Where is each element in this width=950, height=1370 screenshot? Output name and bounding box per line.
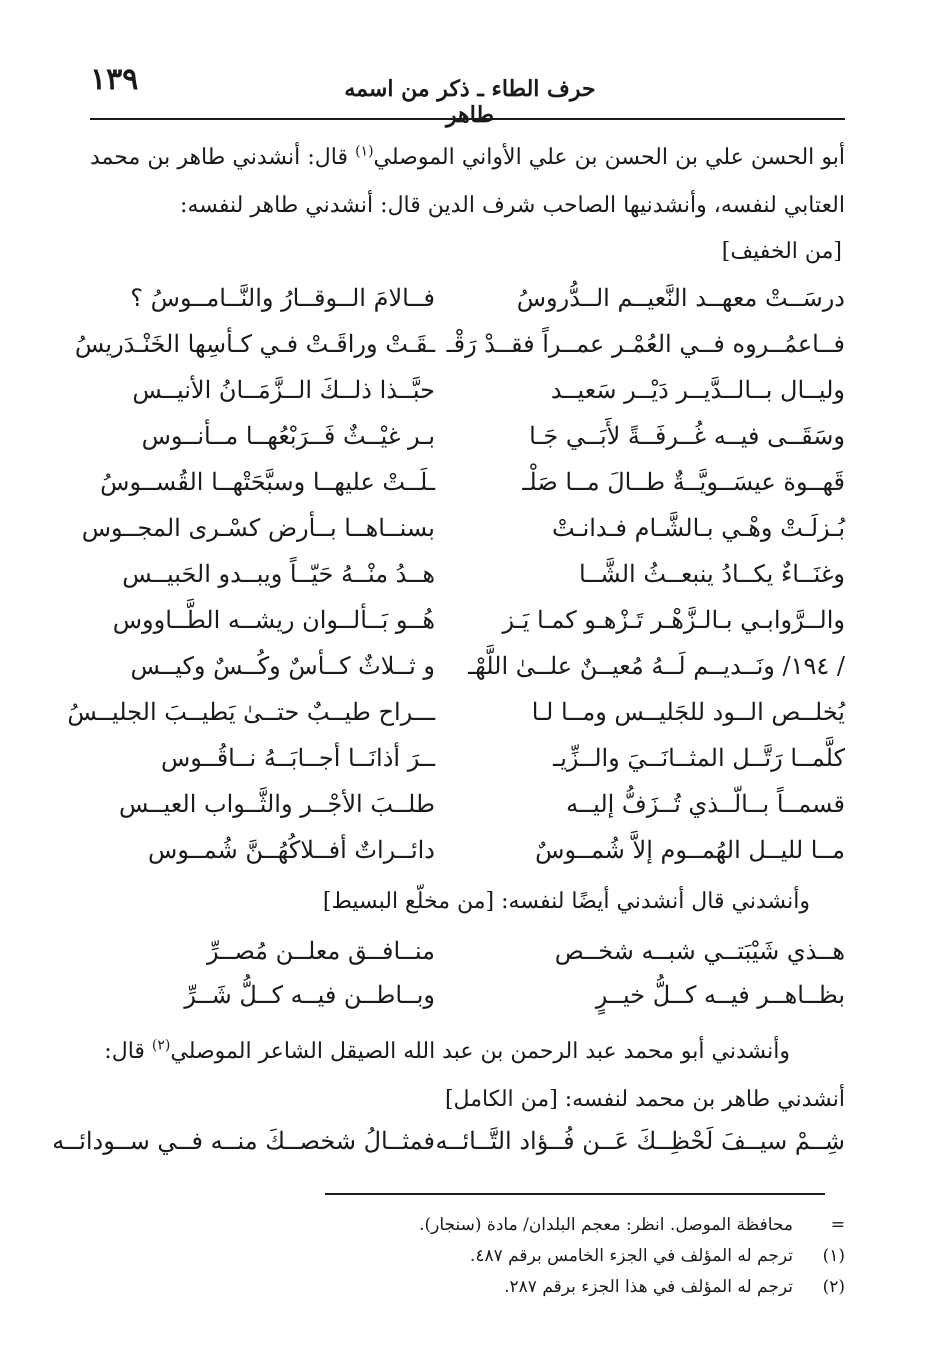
verse-second-hemistich: و ثــلاثٌ كــأسٌ وكُــسٌ وكيــس bbox=[130, 652, 435, 680]
verse-first-hemistich: والــرَّوابـي بـالـزَّهْـر تَـزْهـو كمـا يَـز bbox=[502, 606, 845, 634]
verse-first-hemistich: درسَــتْ معهــد النَّعيــم الــدُّروسُ bbox=[516, 284, 845, 312]
footnote-mark-2: (٢) bbox=[151, 1037, 171, 1054]
verse-second-hemistich: بسنــاهــا بــأرض كسْـرى المجــوس bbox=[81, 514, 435, 542]
para3-text-before-note: وأنشدني أبو محمد عبد الرحمن بن عبد الله الصيقل الشاعر الموصلي bbox=[170, 1039, 790, 1064]
verse-second-hemistich: بـر غيْــثٌ فَــرَبْعُهــا مــأنــوس bbox=[141, 422, 435, 450]
page-number: ١٣٩ bbox=[90, 62, 139, 97]
verse-first-hemistich: قسمــاً بــالّــذي تُــزَفُّ إليــه bbox=[566, 790, 845, 818]
verse-second-hemistich: ــرَ أذانَــا أجــابَــهُ نــاقُــوس bbox=[160, 744, 435, 772]
verse-second-hemistich: دائــراتٌ أفــلاكُهُــنَّ شُمــوس bbox=[148, 836, 435, 864]
verse bbox=[90, 275, 845, 321]
verse-first-hemistich: شِــمْ سيــفَ لَحْظِــكَ عَــن فُــؤاد التَّــائــه bbox=[435, 1127, 845, 1155]
verse-second-hemistich: فــالامَ الــوقــارُ والنَّــامــوسُ ؟ bbox=[130, 284, 435, 312]
poem3 bbox=[52, 1118, 845, 1164]
footnote-mark: (٢) bbox=[822, 1277, 845, 1297]
footnote bbox=[180, 1272, 845, 1303]
paragraph-3 bbox=[90, 1028, 845, 1076]
footnote-mark: (١) bbox=[822, 1246, 845, 1266]
verse-second-hemistich: وبــاطــن فيــه كــلُّ شَــرِّ bbox=[184, 981, 435, 1009]
verse-second-hemistich: منــافــق معلــن مُصــرِّ bbox=[207, 937, 435, 965]
verse-first-hemistich: وسَقَــى فيــه غُــرفَــةً لأَبَــي جَـا bbox=[529, 422, 845, 450]
verse-first-hemistich: بظــاهــر فيــه كــلُّ خيــرٍ bbox=[595, 981, 845, 1009]
verse bbox=[67, 689, 845, 735]
intro-text-before-note: أبو الحسن علي بن الحسن بن علي الأواني الموصلي bbox=[373, 145, 845, 170]
footnote-text: محافظة الموصل. انظر: معجم البلدان/ مادة (سنجار). bbox=[419, 1215, 793, 1235]
poem2-intro bbox=[323, 882, 810, 922]
verse-second-hemistich: ـــراح طيــبٌ حتــىٰ يَطيــبَ الجليــسُ bbox=[67, 698, 435, 726]
footnote bbox=[180, 1210, 845, 1241]
verse-first-hemistich: وليــال بــالــدَّيــر دَيْــر سَعيــد bbox=[550, 376, 845, 404]
verse-second-hemistich: فمثــالُ شخصــكَ منــه فــي ســودائــه bbox=[52, 1127, 435, 1155]
verse bbox=[90, 367, 845, 413]
verse-first-hemistich: قَهــوة عيسَــويَّــةٌ طــالَ مــا صَلْـ bbox=[522, 468, 845, 496]
para3-text-after-note: قال: bbox=[104, 1039, 152, 1064]
footnotes bbox=[180, 1210, 845, 1303]
para3-line2-text: أنشدني طاهر بن محمد لنفسه: bbox=[557, 1087, 845, 1112]
verse-second-hemistich: هــدُ منْــهُ حَيّــاً ويبــدو الحَبيــس bbox=[122, 560, 435, 588]
footnote-rule bbox=[325, 1193, 825, 1195]
verse bbox=[90, 972, 845, 1016]
verse bbox=[90, 735, 845, 781]
verse-second-hemistich: حبَّــذا ذلــكَ الــزَّمَــانُ الأنيــس bbox=[132, 376, 435, 404]
verse bbox=[90, 459, 845, 505]
verse-second-hemistich: ـلَــتْ عليهــا وسبَّحَتْهــا القُســوسُ bbox=[100, 468, 435, 496]
poem3-meter: [من الكامل] bbox=[444, 1087, 558, 1112]
poem2-intro-text: وأنشدني قال أنشدني أيضًا لنفسه: bbox=[494, 889, 810, 914]
verse-first-hemistich: / ١٩٤/ ونَــديــم لَــهُ مُعيــنٌ علــىٰ اللَّهْـ bbox=[468, 652, 845, 680]
verse-second-hemistich: هُــو بَــألــوان ريشــه الطَّــاووس bbox=[112, 606, 435, 634]
verse-first-hemistich: كلَّمــا رَتَّــل المثــانَــيَ والــزِّيـ bbox=[553, 744, 845, 772]
verse bbox=[90, 643, 845, 689]
footnote-text: ترجم له المؤلف في الجزء الخامس برقم ٤٨٧. bbox=[469, 1246, 793, 1266]
poem2-meter: [من مخلّع البسيط] bbox=[322, 889, 495, 914]
verse-first-hemistich: فــاعمُــروه فــي العُمْـر عمــراً فقــدْ رَقْـ bbox=[446, 330, 845, 358]
footnote-mark-1: (١) bbox=[355, 143, 374, 160]
verse-second-hemistich: طلــبَ الأجْــر والثَّــواب العيــس bbox=[118, 790, 435, 818]
verse bbox=[90, 413, 845, 459]
verse-second-hemistich: ـقَـتْ وراقَـتْ فـي كـأسِها الخَنْـدَريسُ bbox=[74, 330, 435, 358]
footnote-text: ترجم له المؤلف في هذا الجزء برقم ٢٨٧. bbox=[504, 1277, 793, 1297]
verse-first-hemistich: يُخلــص الــود للجَليــس ومــا لـا bbox=[531, 698, 845, 726]
verse-first-hemistich: وغنَــاءٌ يكــادُ ينبعــثُ الشَّــا bbox=[578, 560, 845, 588]
verse bbox=[52, 1118, 845, 1164]
verse bbox=[90, 597, 845, 643]
footnote-mark: = bbox=[830, 1215, 845, 1235]
verse bbox=[81, 505, 845, 551]
header-rule bbox=[90, 118, 845, 120]
intro-paragraph bbox=[90, 134, 845, 230]
poem1-meter: [من الخفيف] bbox=[721, 239, 842, 264]
poem2 bbox=[90, 928, 845, 1016]
footnote bbox=[180, 1241, 845, 1272]
verse bbox=[90, 928, 845, 972]
poem1 bbox=[67, 275, 845, 873]
running-head: حرف الطاء ـ ذكر من اسمه طاهر bbox=[344, 76, 596, 128]
verse bbox=[90, 781, 845, 827]
intro-text-after-note: قال: أنشدني طاهر بن محمد العتابي لنفسه، وأنشدنيها الصاحب شرف الدين قال: أنشدني طاهر لنفسه: bbox=[90, 145, 845, 218]
verse bbox=[74, 321, 845, 367]
verse-first-hemistich: مــا لليــل الهُمــوم إلاَّ شُمــوسٌ bbox=[535, 836, 845, 864]
verse bbox=[90, 827, 845, 873]
para3-line-2 bbox=[445, 1080, 845, 1120]
verse-first-hemistich: بُـزلَـتْ وهْـي بـالشَّـام فـدانـتْ bbox=[551, 514, 845, 542]
verse-first-hemistich: هــذي شَيْبَتــي شبــه شخــص bbox=[554, 937, 845, 965]
verse bbox=[90, 551, 845, 597]
